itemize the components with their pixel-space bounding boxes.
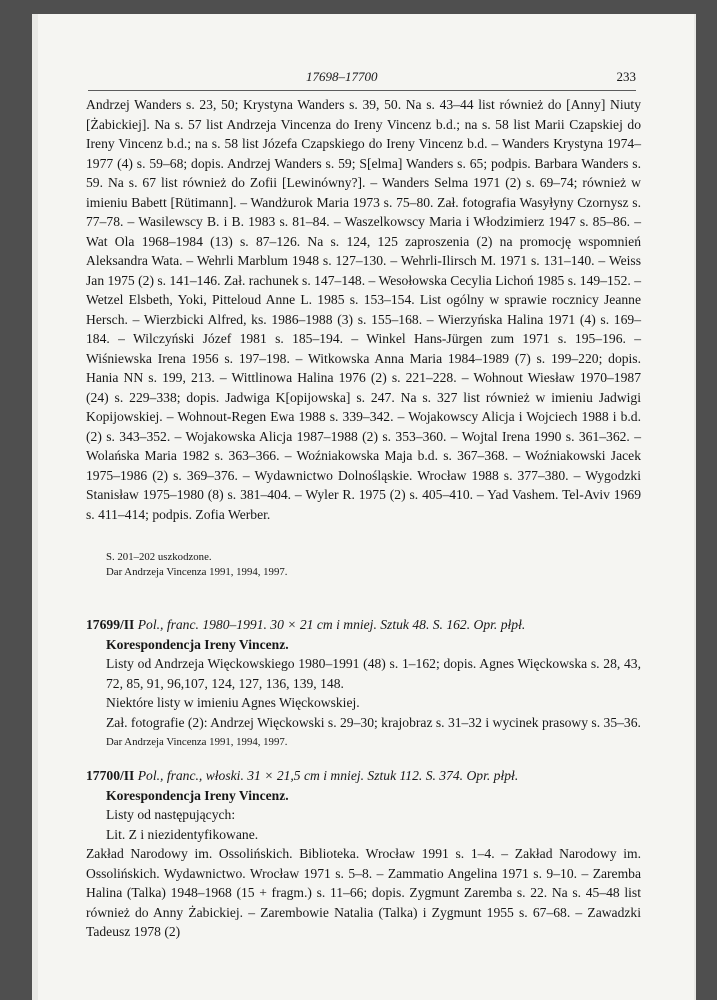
entry-title: Korespondencja Ireny Vincenz. — [106, 636, 289, 652]
entry-line-2: Lit. Z i niezidentyfikowane. — [106, 826, 259, 842]
entry-title: Korespondencja Ireny Vincenz. — [106, 787, 289, 803]
page-number: 233 — [616, 69, 636, 84]
provenance-note-1 — [106, 550, 526, 580]
running-header — [88, 64, 636, 91]
note-line-2: Dar Andrzeja Vincenza 1991, 1994, 1997. — [106, 566, 288, 578]
entry-line-3: Zakład Narodowy im. Ossolińskich. Biblioteka. Wrocław 1991 s. 1–4. – Zakład Narodowy im. Ossolińskich. Wydawnictwo. Wrocław 1971 s. 5–8. – Zammatio Angelina 1971 s. 9–10. – Zaremba Halina (Talka) 1948–1968 (15 + fragm.) s. 11–66; dopis. Zygmunt Zaremba s. 22. Na s. 45–48 list również do Anny Żabickiej. – Zarembowie Natalia (Talka) i Zygmunt 1955 s. 67–68. – Zawadzki Tadeusz 1978 (2) — [86, 846, 641, 939]
entry-line-3: Zał. fotografie (2): Andrzej Więckowski s. 29–30; krajobraz s. 31–32 i wycinek prasowy s. 35–36. — [106, 714, 641, 730]
entry-17699 — [86, 615, 641, 732]
entry-number: 17700/II — [86, 768, 135, 783]
entry-description: Pol., franc., włoski. 31 × 21,5 cm i mniej. Sztuk 112. S. 374. Opr. płpł. — [137, 768, 519, 783]
entry-heading — [86, 615, 641, 635]
note-line-1: S. 201–202 uszkodzone. — [106, 551, 212, 563]
entry-description: Pol., franc. 1980–1991. 30 × 21 cm i mniej. Sztuk 48. S. 162. Opr. płpł. — [137, 617, 526, 632]
entry-heading — [86, 766, 641, 786]
entry-line-1: Listy od następujących: — [106, 807, 236, 822]
main-text-block — [86, 95, 641, 524]
note-line-1: Dar Andrzeja Vincenza 1991, 1994, 1997. — [106, 736, 288, 748]
catalog-range: 17698–17700 — [306, 69, 378, 84]
provenance-note-2 — [106, 735, 526, 750]
entry-number: 17699/II — [86, 617, 135, 632]
entry-17700 — [86, 766, 641, 942]
document-page — [38, 14, 694, 1000]
entry-line-1: Listy od Andrzeja Więckowskiego 1980–1991 (48) s. 1–162; dopis. Agnes Więckowska s. 28, 43, 72, 85, 91, 96,107, 124, 127, 136, 139, 148. — [106, 656, 641, 691]
entry-line-2: Niektóre listy w imieniu Agnes Więckowskiej. — [106, 695, 360, 710]
main-paragraph: Andrzej Wanders s. 23, 50; Krystyna Wanders s. 39, 50. Na s. 43–44 list również do [Anny] Niuty [Żabickiej]. Na s. 57 list Andrzeja Vincenza do Ireny Vincenz b.d.; na s. 58 list Marii Czapskiej do Ireny Vincenz b.d.; na s. 58 list Józefa Czapskiego do Ireny Vincenz b.d. – Wanders Krystyna 1974–1977 (4) s. 59–68; dopis. Andrzej Wanders s. 59; S[elma] Wanders s. 65; podpis. Barbara Wanders s. 59. Na s. 67 list również do Zofii [Lewinówny?]. – Wanders Selma 1971 (2) s. 69–74; również w imieniu Babett [Rütimann]. – Wandżurok Maria 1973 s. 75–80. Zał. fotografia Wasyłyny Czornysz s. 77–78. – Wasilewscy B. i B. 1983 s. 81–84. – Waszelkowscy Maria i Włodzimierz 1947 s. 85–86. – Wat Ola 1968–1984 (13) s. 87–126. Na s. 124, 125 zaproszenia (2) na promocję wspomnień Aleksandra Wata. – Wehrli Marblum 1948 s. 127–130. – Wehrli-Ilirsch M. 1971 s. 131–140. – Weiss Jan 1975 (2) s. 141–146. Zał. rachunek s. 147–148. – Wesołowska Cecylia Lichoń 1985 s. 149–152. – Wetzel Elsbeth, Yoki, Pitteloud Anne L. 1985 s. 153–154. List ogólny w sprawie rocznicy Jeanne Hersch. – Wierzbicki Alfred, ks. 1986–1988 (3) s. 155–168. – Wierzyńska Halina 1971 (4) s. 169–184. – Wilczyński Józef 1981 s. 185–194. – Winkel Hans-Jürgen zum 1971 s. 195–196. – Wiśniewska Irena 1956 s. 197–198. – Witkowska Anna Maria 1984–1989 (7) s. 199–220; dopis. Hania NN s. 199, 213. – Wittlinowa Halina 1976 (2) s. 221–228. – Wohnout Wiesław 1970–1987 (24) s. 229–338; dopis. Jadwiga K[opijowska] s. 247. Na s. 327 list również w imieniu Jadwigi Kopijowskiej. – Wohnout-Regen Ewa 1988 s. 339–342. – Wojakowscy Alicja i Wojciech 1988 i b.d. (2) s. 343–352. – Wojakowska Alicja 1987–1988 (2) s. 353–360. – Wojtal Irena 1990 s. 361–362. – Wolańska Maria 1982 s. 363–366. – Woźniakowska Maja b.d. s. 367–368. – Woźniakowski Jacek 1975–1986 (2) s. 369–376. – Wydawnictwo Dolnośląskie. Wrocław 1988 s. 377–380. – Wygodzki Stanisław 1975–1980 (8) s. 381–404. – Wyler R. 1975 (2) s. 405–410. – Yad Vashem. Tel-Aviv 1969 s. 411–414; podpis. Zofia Werber. — [86, 97, 641, 522]
